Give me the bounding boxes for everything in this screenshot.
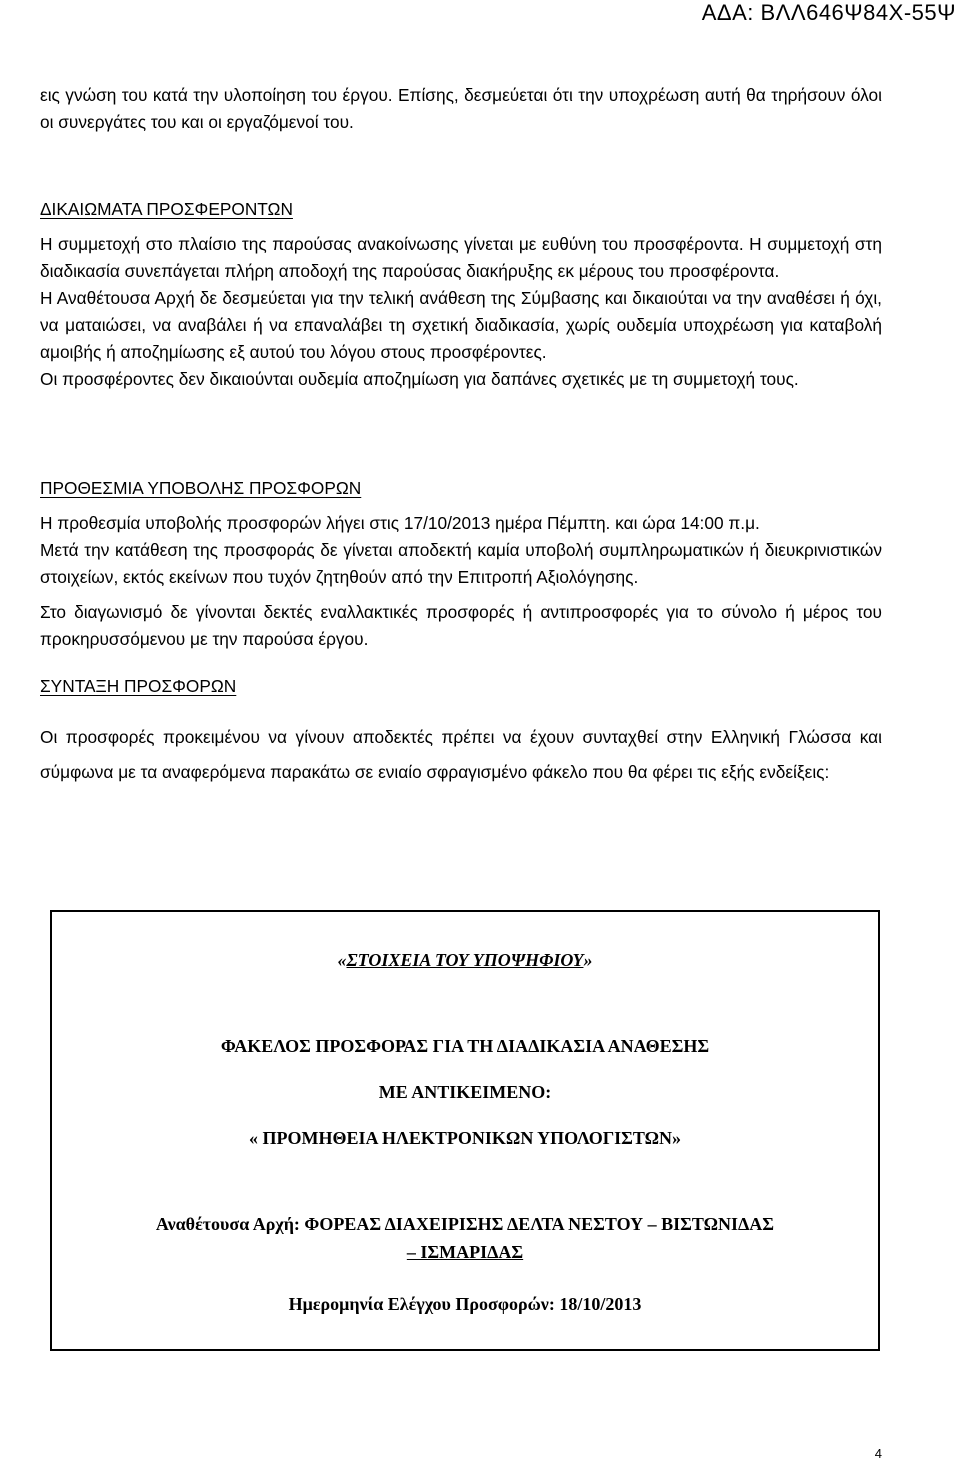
authority-name-b: – ΙΣΜΑΡΙΔΑΣ bbox=[406, 1242, 524, 1262]
deadline-paragraph-2: Μετά την κατάθεση της προσφοράς δε γίνεται αποδεκτή καμία υποβολή συμπληρωματικών ή διευκρινιστικών στοιχείων, εκτός εκείνων που τυχόν ζητηθούν από την Επιτροπή Αξιολόγησης. bbox=[40, 540, 882, 587]
deadline-heading: ΠΡΟΘΕΣΜΙΑ ΥΠΟΒΟΛΗΣ ΠΡΟΣΦΟΡΩΝ bbox=[40, 478, 362, 498]
rights-paragraph-2: Η Αναθέτουσα Αρχή δε δεσμεύεται για την τελική ανάθεση της Σύμβασης και δικαιούται να την αναθέσει ή όχι, να ματαιώσει, να αναβάλει ή να επαναλάβει τη σχετική διαδικασία, χωρίς ουδεμία υποχρέωση για καταβολή αμοιβής ή αποζημίωσης εξ αυτού του λόγου στους προσφέροντες. bbox=[40, 288, 882, 362]
authority-name-a: ΦΟΡΕΑΣ ΔΙΑΧΕΙΡΙΣΗΣ ΔΕΛΤΑ ΝΕΣΤΟΥ – ΒΙΣΤΩΝΙΔΑΣ bbox=[304, 1214, 775, 1234]
deadline-paragraph-3: Στο διαγωνισμό δε γίνονται δεκτές εναλλακτικές προσφορές ή αντιπροσφορές για το σύνολο ή μέρος του προκηρυσσόμενου με την παρούσα έργου. bbox=[40, 602, 882, 649]
envelope-subject: « ΠΡΟΜΗΘΕΙΑ ΗΛΕΚΤΡΟΝΙΚΩΝ ΥΠΟΛΟΓΙΣΤΩΝ» bbox=[248, 1128, 682, 1148]
rights-heading: ΔΙΚΑΙΩΜΑΤΑ ΠΡΟΣΦΕΡΟΝΤΩΝ bbox=[40, 199, 293, 219]
intro-paragraph: εις γνώση του κατά την υλοποίηση του έργου. Επίσης, δεσμεύεται ότι την υποχρέωση αυτή θα τηρήσουν όλοι οι συνεργάτες του και οι εργαζόμενοί του. bbox=[40, 85, 882, 132]
envelope-candidate: ΣΤΟΙΧΕΙΑ ΤΟΥ ΥΠΟΨΗΦΙΟΥ bbox=[346, 950, 584, 970]
composition-paragraph: Οι προσφορές προκειμένου να γίνουν αποδεκτές πρέπει να έχουν συνταχθεί στην Ελληνική Γλώσσα και σύμφωνα με τα αναφερόμενα παρακάτω σε ενιαίο σφραγισμένο φάκελο που θα φέρει τις εξής ενδείξεις: bbox=[40, 727, 882, 782]
ada-header: ΑΔΑ: ΒΛΛ646Ψ84Χ-55Ψ bbox=[701, 0, 956, 25]
composition-heading: ΣΥΝΤΑΞΗ ΠΡΟΣΦΟΡΩΝ bbox=[40, 676, 237, 696]
page-number: 4 bbox=[874, 1446, 882, 1461]
deadline-paragraph-1: Η προθεσμία υποβολής προσφορών λήγει στις 17/10/2013 ημέρα Πέμπτη. και ώρα 14:00 π.μ. bbox=[40, 513, 760, 533]
authority-label: Αναθέτουσα Αρχή: bbox=[155, 1214, 305, 1234]
envelope-check-date: Ημερομηνία Ελέγχου Προσφορών: 18/10/2013 bbox=[288, 1294, 642, 1314]
rights-paragraph-1: Η συμμετοχή στο πλαίσιο της παρούσας ανακοίνωσης γίνεται με ευθύνη του προσφέροντα. Η συμμετοχή στη διαδικασία συνεπάγεται πλήρη αποδοχή της παρούσας διακήρυξης εκ μέρους του προσφέροντα. bbox=[40, 234, 882, 281]
envelope-subject-label: ΜΕ ΑΝΤΙΚΕΙΜΕΝΟ: bbox=[378, 1082, 552, 1102]
rights-paragraph-3: Οι προσφέροντες δεν δικαιούνται ουδεμία αποζημίωση για δαπάνες σχετικές με τη συμμετοχή τους. bbox=[40, 369, 799, 389]
envelope-title: ΦΑΚΕΛΟΣ ΠΡΟΣΦΟΡΑΣ ΓΙΑ ΤΗ ΔΙΑΔΙΚΑΣΙΑ ΑΝΑΘΕΣΗΣ bbox=[220, 1036, 710, 1056]
document-body bbox=[40, 82, 882, 790]
envelope-candidate-line: «ΣΤΟΙΧΕΙΑ ΤΟΥ ΥΠΟΨΗΦΙΟΥ» bbox=[337, 950, 593, 970]
envelope-authority bbox=[52, 1210, 878, 1266]
envelope-label-box bbox=[50, 910, 880, 1351]
